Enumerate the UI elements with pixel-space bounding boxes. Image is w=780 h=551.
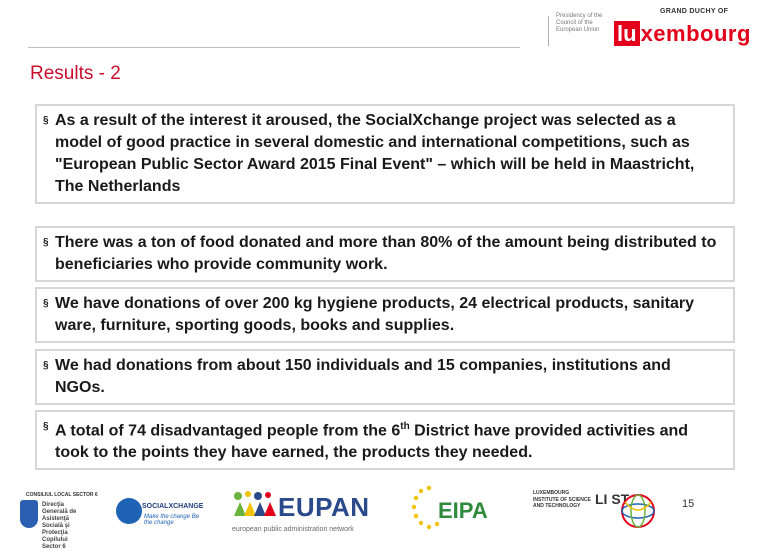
bullet-text: We have donations of over 200 kg hygiene products, 24 electrical products, sanitary ware, furniture, sporting goods, books and supplies. bbox=[55, 295, 695, 334]
consiliu-subtitle: Direcţia Generală de Asistenţă Socială şi Protecţia Copilului Sector 6 bbox=[42, 502, 77, 550]
bullet-text-part: A total of 74 disadvantaged people from the 6 bbox=[55, 422, 401, 440]
eupan-figures-icon bbox=[232, 490, 276, 520]
bullet-box-2 bbox=[35, 226, 735, 282]
bullet-marker: § bbox=[43, 115, 49, 126]
presidency-text: Presidency of the Council of the European Union bbox=[556, 13, 603, 33]
socialx-name: SOCIALXCHANGE bbox=[142, 503, 204, 510]
eupan-subtitle: european public administration network bbox=[232, 526, 354, 533]
page-number: 15 bbox=[682, 498, 695, 510]
socialxchange-logo bbox=[116, 496, 206, 530]
bullet-marker: § bbox=[43, 360, 49, 371]
bullet-marker: § bbox=[43, 421, 49, 432]
list-institute-name: LUXEMBOURG INSTITUTE OF SCIENCE AND TECHNOLOGY bbox=[533, 490, 591, 509]
ordinal-suffix: th bbox=[400, 421, 410, 432]
luxembourg-rest: xembourg bbox=[640, 20, 751, 46]
slide-title: Results - 2 bbox=[30, 63, 121, 84]
grand-duchy-label: GRAND DUCHY OF bbox=[660, 8, 729, 15]
bullet-text: We had donations from about 150 individuals and 15 companies, institutions and NGOs. bbox=[55, 357, 671, 396]
eupan-logo bbox=[232, 488, 382, 536]
bullet-text-part: District have provided activities and took to the points they have earned, the products they needed. bbox=[55, 422, 689, 462]
bullet-box-3 bbox=[35, 287, 735, 343]
consiliu-sector6-logo bbox=[20, 492, 115, 550]
eipa-wordmark: EIPA bbox=[438, 498, 488, 523]
eipa-logo bbox=[410, 484, 500, 536]
crest-icon bbox=[20, 500, 38, 528]
presidency-logo bbox=[548, 2, 780, 50]
list-mark: LI ST bbox=[595, 491, 630, 507]
social-circle-icon bbox=[116, 498, 142, 524]
bullet-marker: § bbox=[43, 237, 49, 248]
eupan-wordmark: EUPAN bbox=[278, 492, 370, 522]
list-logo bbox=[533, 490, 663, 536]
bullet-box-4 bbox=[35, 349, 735, 405]
bullet-text: As a result of the interest it aroused, the SocialXchange project was selected as a model of good practice in several domestic and international competitions, such as "European Public Sector Award 2015 Final Event" – which will be held in Maastricht, The Netherlands bbox=[55, 112, 695, 195]
header-rule bbox=[28, 47, 520, 48]
socialx-tagline: Make the change Be the change bbox=[144, 514, 200, 526]
bullet-box-1 bbox=[35, 104, 735, 204]
globe-icon bbox=[619, 492, 657, 530]
bullet-text bbox=[55, 416, 723, 464]
consiliu-title: CONSILIUL LOCAL SECTOR 6 bbox=[26, 492, 98, 498]
bullet-marker: § bbox=[43, 298, 49, 309]
luxembourg-lu: lu bbox=[614, 21, 640, 46]
bullet-box-5 bbox=[35, 410, 735, 470]
bullet-text: There was a ton of food donated and more than 80% of the amount being distributed to beneficiaries who provide community work. bbox=[55, 234, 717, 273]
logo-divider bbox=[548, 16, 549, 46]
luxembourg-wordmark bbox=[614, 20, 751, 46]
